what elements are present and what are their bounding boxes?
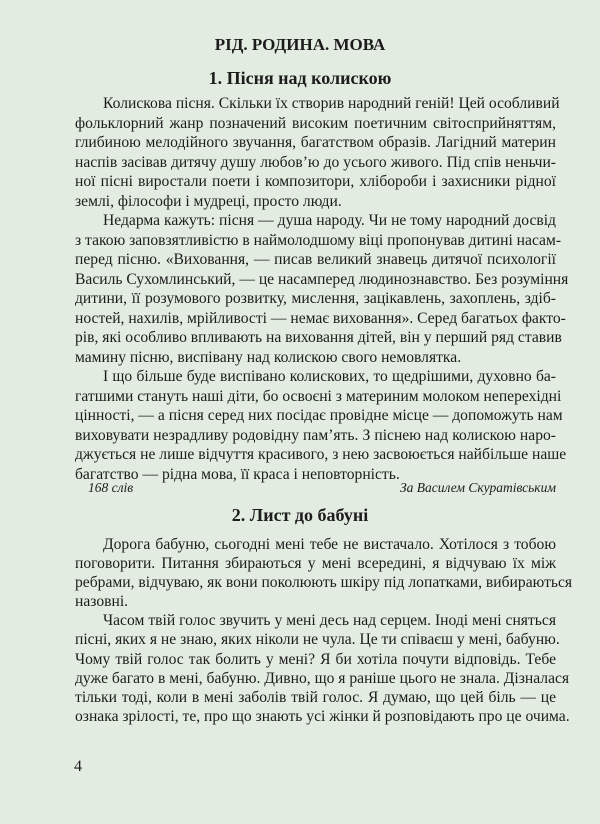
paragraph-line: ознака зрілості, те, про що знають усі жінки й розповідають про це очима. [75,707,570,725]
word-count: 168 слів [88,480,134,495]
paragraph-line: назовні. [75,593,129,611]
section-2-heading: 2. Лист до бабуні [231,505,369,525]
paragraph-line: наспів засівав дитячу душу любов’ю до усього живого. Під спів неньчи- [75,153,556,171]
paragraph-line: І що більше буде виспівано колискових, то щедрішими, духовно ба- [103,368,556,385]
paragraph-line: поговорити. Питання збираються у мені всередині, я відчуваю їх між [75,555,556,573]
paragraph-line: з такою заповзятливістю в наймолодшому віці пропонував дитині насам- [75,231,562,249]
paragraph-line: Василь Сухомлинський, — це насамперед людинознавство. Без розуміння [75,270,569,288]
paragraph-line: мамину пісню, виспівану над колискою свого немовлятка. [75,348,462,366]
paragraph-line: тільки тоді, коли в мені заболів твій голос. Я думаю, що цей біль — це [75,688,556,706]
section-1-heading: 1. Пісня над колискою [208,68,392,88]
paragraph-line: Дорога бабуню, сьогодні мені тебе не вистачало. Хотілося з тобою [103,536,556,553]
paragraph-line: глибиною мелодійного звучання, багатством образів. Лагідний материн [75,134,556,151]
page-title: РІД. РОДИНА. МОВА [214,35,386,54]
paragraph-line: землі, філософи і мудреці, просто люди. [75,192,342,210]
paragraph-line: пісні, яких я не знаю, яких ніколи не чула. Це ти співаєш у мені, бабуню. [75,631,560,649]
paragraph-line: гатшими стануть наші діти, бо освоєні з материним молоком неперехідні [75,387,562,405]
paragraph-line: дуже багато в мені, бабуню. Дивно, що я раніше цього не знала. Дізналася [75,669,570,687]
paragraph-line: виховувати незрадливу родовідну пам’ять. З піснею над колискою наро- [75,426,556,444]
paragraph-line: Колискова пісня. Скільки їх створив народний геній! Цей особливий [103,95,560,112]
paragraph-line: ностей, нахилів, мрійливості — немає виховання». Серед багатьох факто- [75,309,566,327]
paragraph-line: багатство — рідна мова, її краса і неповторність. [75,465,400,483]
attribution: За Василем Скуратівським [399,480,556,495]
paragraph-line: перед пісню. «Виховання, — писав великий знавець дитячої психології [75,251,556,268]
paragraph-line: ної пісні виростали поети і композитори, хлібороби і захисники рідної [75,173,556,190]
paragraph-line: Чому твій голос так болить у мені? Я би хотіла почути відповідь. Тебе [75,650,556,668]
section-2-body [75,535,573,726]
paragraph-line: дитини, її розумового розвитку, мислення, зацікавлень, захоплень, здіб- [75,290,556,307]
section-1-body [75,94,569,484]
page-number: 4 [74,758,82,775]
paragraph-line: цінності, — а пісня серед них посідає провідне місце — допоможуть нам [75,407,563,424]
paragraph-line: Недарма кажуть: пісня — душа народу. Чи не тому народний досвід [103,212,556,229]
paragraph-line: ребрами, відчуваю, як вони поколюють шкіру під лопатками, вибираються [75,574,573,592]
paragraph-line: рів, які особливо впливають на виховання дітей, він у перший ряд ставив [75,329,562,346]
paragraph-line: Часом твій голос звучить у мені десь над серцем. Іноді мені сняться [103,612,556,630]
paragraph-line: джується не лише відчуття красивого, з нею засвоюється найбільше наше [75,446,567,463]
paragraph-line: фольклорний жанр позначений високим поетичним світосприйняттям, [75,114,556,132]
